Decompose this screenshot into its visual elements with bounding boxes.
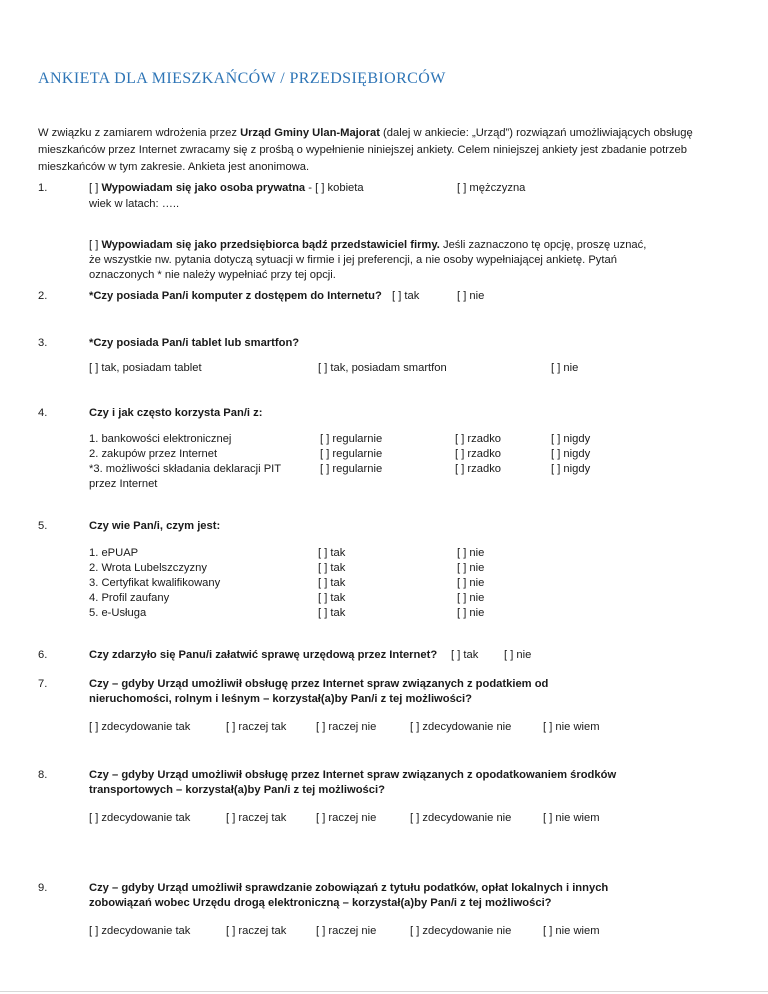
intro-before: W związku z zamiarem wdrożenia przez bbox=[38, 127, 241, 139]
q1-number: 1. bbox=[38, 182, 48, 194]
q5-wrota-yes[interactable]: [ ] tak bbox=[318, 562, 346, 574]
q7-number: 7. bbox=[38, 678, 48, 690]
q5-item-certyfikat: 3. Certyfikat kwalifikowany bbox=[89, 577, 221, 589]
scan-edge-line bbox=[0, 991, 768, 992]
q5-item-eusluga: 5. e-Usługa bbox=[89, 607, 147, 619]
q5-item-epuap: 1. ePUAP bbox=[89, 547, 139, 559]
q4-shopping-never[interactable]: [ ] nigdy bbox=[551, 448, 591, 460]
q3-number: 3. bbox=[38, 337, 48, 349]
q8-rather-no[interactable]: [ ] raczej nie bbox=[316, 812, 377, 824]
q5-item-profil: 4. Profil zaufany bbox=[89, 592, 170, 604]
q8-rather-yes[interactable]: [ ] raczej tak bbox=[226, 812, 287, 824]
q8-strongly-no[interactable]: [ ] zdecydowanie nie bbox=[410, 812, 512, 824]
q9-question-line1: Czy – gdyby Urząd umożliwił sprawdzanie zobowiązań z tytułu podatków, opłat lokalnych i innych bbox=[89, 882, 609, 894]
q4-banking-rare[interactable]: [ ] rzadko bbox=[455, 433, 502, 445]
survey-title: ANKIETA DLA MIESZKAŃCÓW / PRZEDSIĘBIORCÓW bbox=[38, 70, 446, 87]
q1-male-option[interactable]: [ ] mężczyzna bbox=[457, 182, 526, 194]
q5-epuap-yes[interactable]: [ ] tak bbox=[318, 547, 346, 559]
intro-after: (dalej w ankiecie: „Urząd”) rozwiązań umożliwiających obsługę mieszkańców przez Internet zwracamy się z prośbą o wypełnienie niniejszej ankiety. Celem niniejszej ankiety jest zbadanie potrzeb mieszkańców w tym zakresie. Ankieta jest anonimowa. bbox=[38, 127, 693, 173]
q7-rather-yes[interactable]: [ ] raczej tak bbox=[226, 721, 287, 733]
q9-number: 9. bbox=[38, 882, 48, 894]
q9-strongly-no[interactable]: [ ] zdecydowanie nie bbox=[410, 925, 512, 937]
q1-business-note: Jeśli zaznaczono tę opcję, proszę uznać, że wszystkie nw. pytania dotyczą sytuacji w firmie i jej preferencji, a nie osoby wypełniającej ankietę. Pytań oznaczonych * nie należy wypełniać przy tej opcji. bbox=[89, 239, 647, 281]
q9-rather-yes[interactable]: [ ] raczej tak bbox=[226, 925, 287, 937]
q3-no-option[interactable]: [ ] nie bbox=[551, 362, 579, 374]
q5-number: 5. bbox=[38, 520, 48, 532]
q9-dont-know[interactable]: [ ] nie wiem bbox=[543, 925, 600, 937]
q5-certyfikat-yes[interactable]: [ ] tak bbox=[318, 577, 346, 589]
q5-wrota-no[interactable]: [ ] nie bbox=[457, 562, 485, 574]
q4-regular-column bbox=[320, 432, 382, 477]
q1-business-checkbox[interactable]: [ ] bbox=[89, 239, 102, 251]
q6-yes-option[interactable]: [ ] tak bbox=[451, 649, 479, 661]
q4-pit-regular[interactable]: [ ] regularnie bbox=[320, 463, 383, 475]
q7-question-line2: nieruchomości, rolnym i leśnym – korzystał(a)by Pan/i z tej możliwości? bbox=[89, 693, 472, 705]
q5-profil-yes[interactable]: [ ] tak bbox=[318, 592, 346, 604]
intro-paragraph bbox=[38, 125, 728, 176]
q4-shopping-regular[interactable]: [ ] regularnie bbox=[320, 448, 383, 460]
q8-strongly-yes[interactable]: [ ] zdecydowanie tak bbox=[89, 812, 191, 824]
q8-question-line1: Czy – gdyby Urząd umożliwił obsługę przez Internet spraw związanych z opodatkowaniem środków bbox=[89, 769, 617, 781]
q2-number: 2. bbox=[38, 290, 48, 302]
q8-dont-know[interactable]: [ ] nie wiem bbox=[543, 812, 600, 824]
q1-business-label: Wypowiadam się jako przedsiębiorca bądź przedstawiciel firmy. bbox=[101, 239, 440, 251]
q3-smartphone-option[interactable]: [ ] tak, posiadam smartfon bbox=[318, 362, 447, 374]
q5-epuap-no[interactable]: [ ] nie bbox=[457, 547, 485, 559]
q4-pit-never[interactable]: [ ] nigdy bbox=[551, 463, 591, 475]
q1-age-field[interactable]: wiek w latach: ….. bbox=[89, 198, 180, 210]
q4-item-pit: *3. możliwości składania deklaracji PIT bbox=[89, 463, 282, 475]
q4-question: Czy i jak często korzysta Pan/i z: bbox=[89, 407, 263, 419]
q4-never-column bbox=[551, 432, 590, 477]
q3-question: *Czy posiada Pan/i tablet lub smartfon? bbox=[89, 337, 300, 349]
q1-private-option[interactable] bbox=[89, 181, 364, 196]
q5-eusluga-no[interactable]: [ ] nie bbox=[457, 607, 485, 619]
q5-no-column bbox=[457, 546, 484, 621]
q5-yes-column bbox=[318, 546, 345, 621]
q7-rather-no[interactable]: [ ] raczej nie bbox=[316, 721, 377, 733]
q4-banking-regular[interactable]: [ ] regularnie bbox=[320, 433, 383, 445]
q4-shopping-rare[interactable]: [ ] rzadko bbox=[455, 448, 502, 460]
q4-pit-rare[interactable]: [ ] rzadko bbox=[455, 463, 502, 475]
q1-private-label: Wypowiadam się jako osoba prywatna bbox=[101, 182, 306, 194]
q6-number: 6. bbox=[38, 649, 48, 661]
q2-question: *Czy posiada Pan/i komputer z dostępem do Internetu? bbox=[89, 290, 382, 302]
q4-item-shopping: 2. zakupów przez Internet bbox=[89, 448, 218, 460]
q2-yes-option[interactable]: [ ] tak bbox=[392, 290, 420, 302]
q4-item-pit-cont: przez Internet bbox=[89, 478, 158, 490]
q5-certyfikat-no[interactable]: [ ] nie bbox=[457, 577, 485, 589]
q9-rather-no[interactable]: [ ] raczej nie bbox=[316, 925, 377, 937]
q8-number: 8. bbox=[38, 769, 48, 781]
q5-item-wrota: 2. Wrota Lubelszczyzny bbox=[89, 562, 207, 574]
q1-female-option[interactable]: - [ ] kobieta bbox=[305, 182, 364, 194]
q5-eusluga-yes[interactable]: [ ] tak bbox=[318, 607, 346, 619]
q4-banking-never[interactable]: [ ] nigdy bbox=[551, 433, 591, 445]
q5-profil-no[interactable]: [ ] nie bbox=[457, 592, 485, 604]
q5-question: Czy wie Pan/i, czym jest: bbox=[89, 520, 221, 532]
q9-question-line2: zobowiązań wobec Urzędu drogą elektroniczną – korzystał(a)by Pan/i z tej możliwości? bbox=[89, 897, 552, 909]
q3-tablet-option[interactable]: [ ] tak, posiadam tablet bbox=[89, 362, 202, 374]
q4-rare-column bbox=[455, 432, 501, 477]
intro-office-name: Urząd Gminy Ulan-Majorat bbox=[240, 127, 380, 139]
q8-question-line2: transportowych – korzystał(a)by Pan/i z tej możliwości? bbox=[89, 784, 385, 796]
q4-item-banking: 1. bankowości elektronicznej bbox=[89, 433, 232, 445]
q1-business-option[interactable] bbox=[89, 238, 649, 283]
q9-strongly-yes[interactable]: [ ] zdecydowanie tak bbox=[89, 925, 191, 937]
q7-dont-know[interactable]: [ ] nie wiem bbox=[543, 721, 600, 733]
q1-private-checkbox[interactable]: [ ] bbox=[89, 182, 102, 194]
q5-items bbox=[89, 546, 220, 621]
q6-question: Czy zdarzyło się Panu/i załatwić sprawę urzędową przez Internet? bbox=[89, 649, 438, 661]
q7-strongly-no[interactable]: [ ] zdecydowanie nie bbox=[410, 721, 512, 733]
q4-items bbox=[89, 432, 281, 492]
q6-no-option[interactable]: [ ] nie bbox=[504, 649, 532, 661]
q7-strongly-yes[interactable]: [ ] zdecydowanie tak bbox=[89, 721, 191, 733]
q7-question-line1: Czy – gdyby Urząd umożliwił obsługę przez Internet spraw związanych z podatkiem od bbox=[89, 678, 549, 690]
q4-number: 4. bbox=[38, 407, 48, 419]
q2-no-option[interactable]: [ ] nie bbox=[457, 290, 485, 302]
